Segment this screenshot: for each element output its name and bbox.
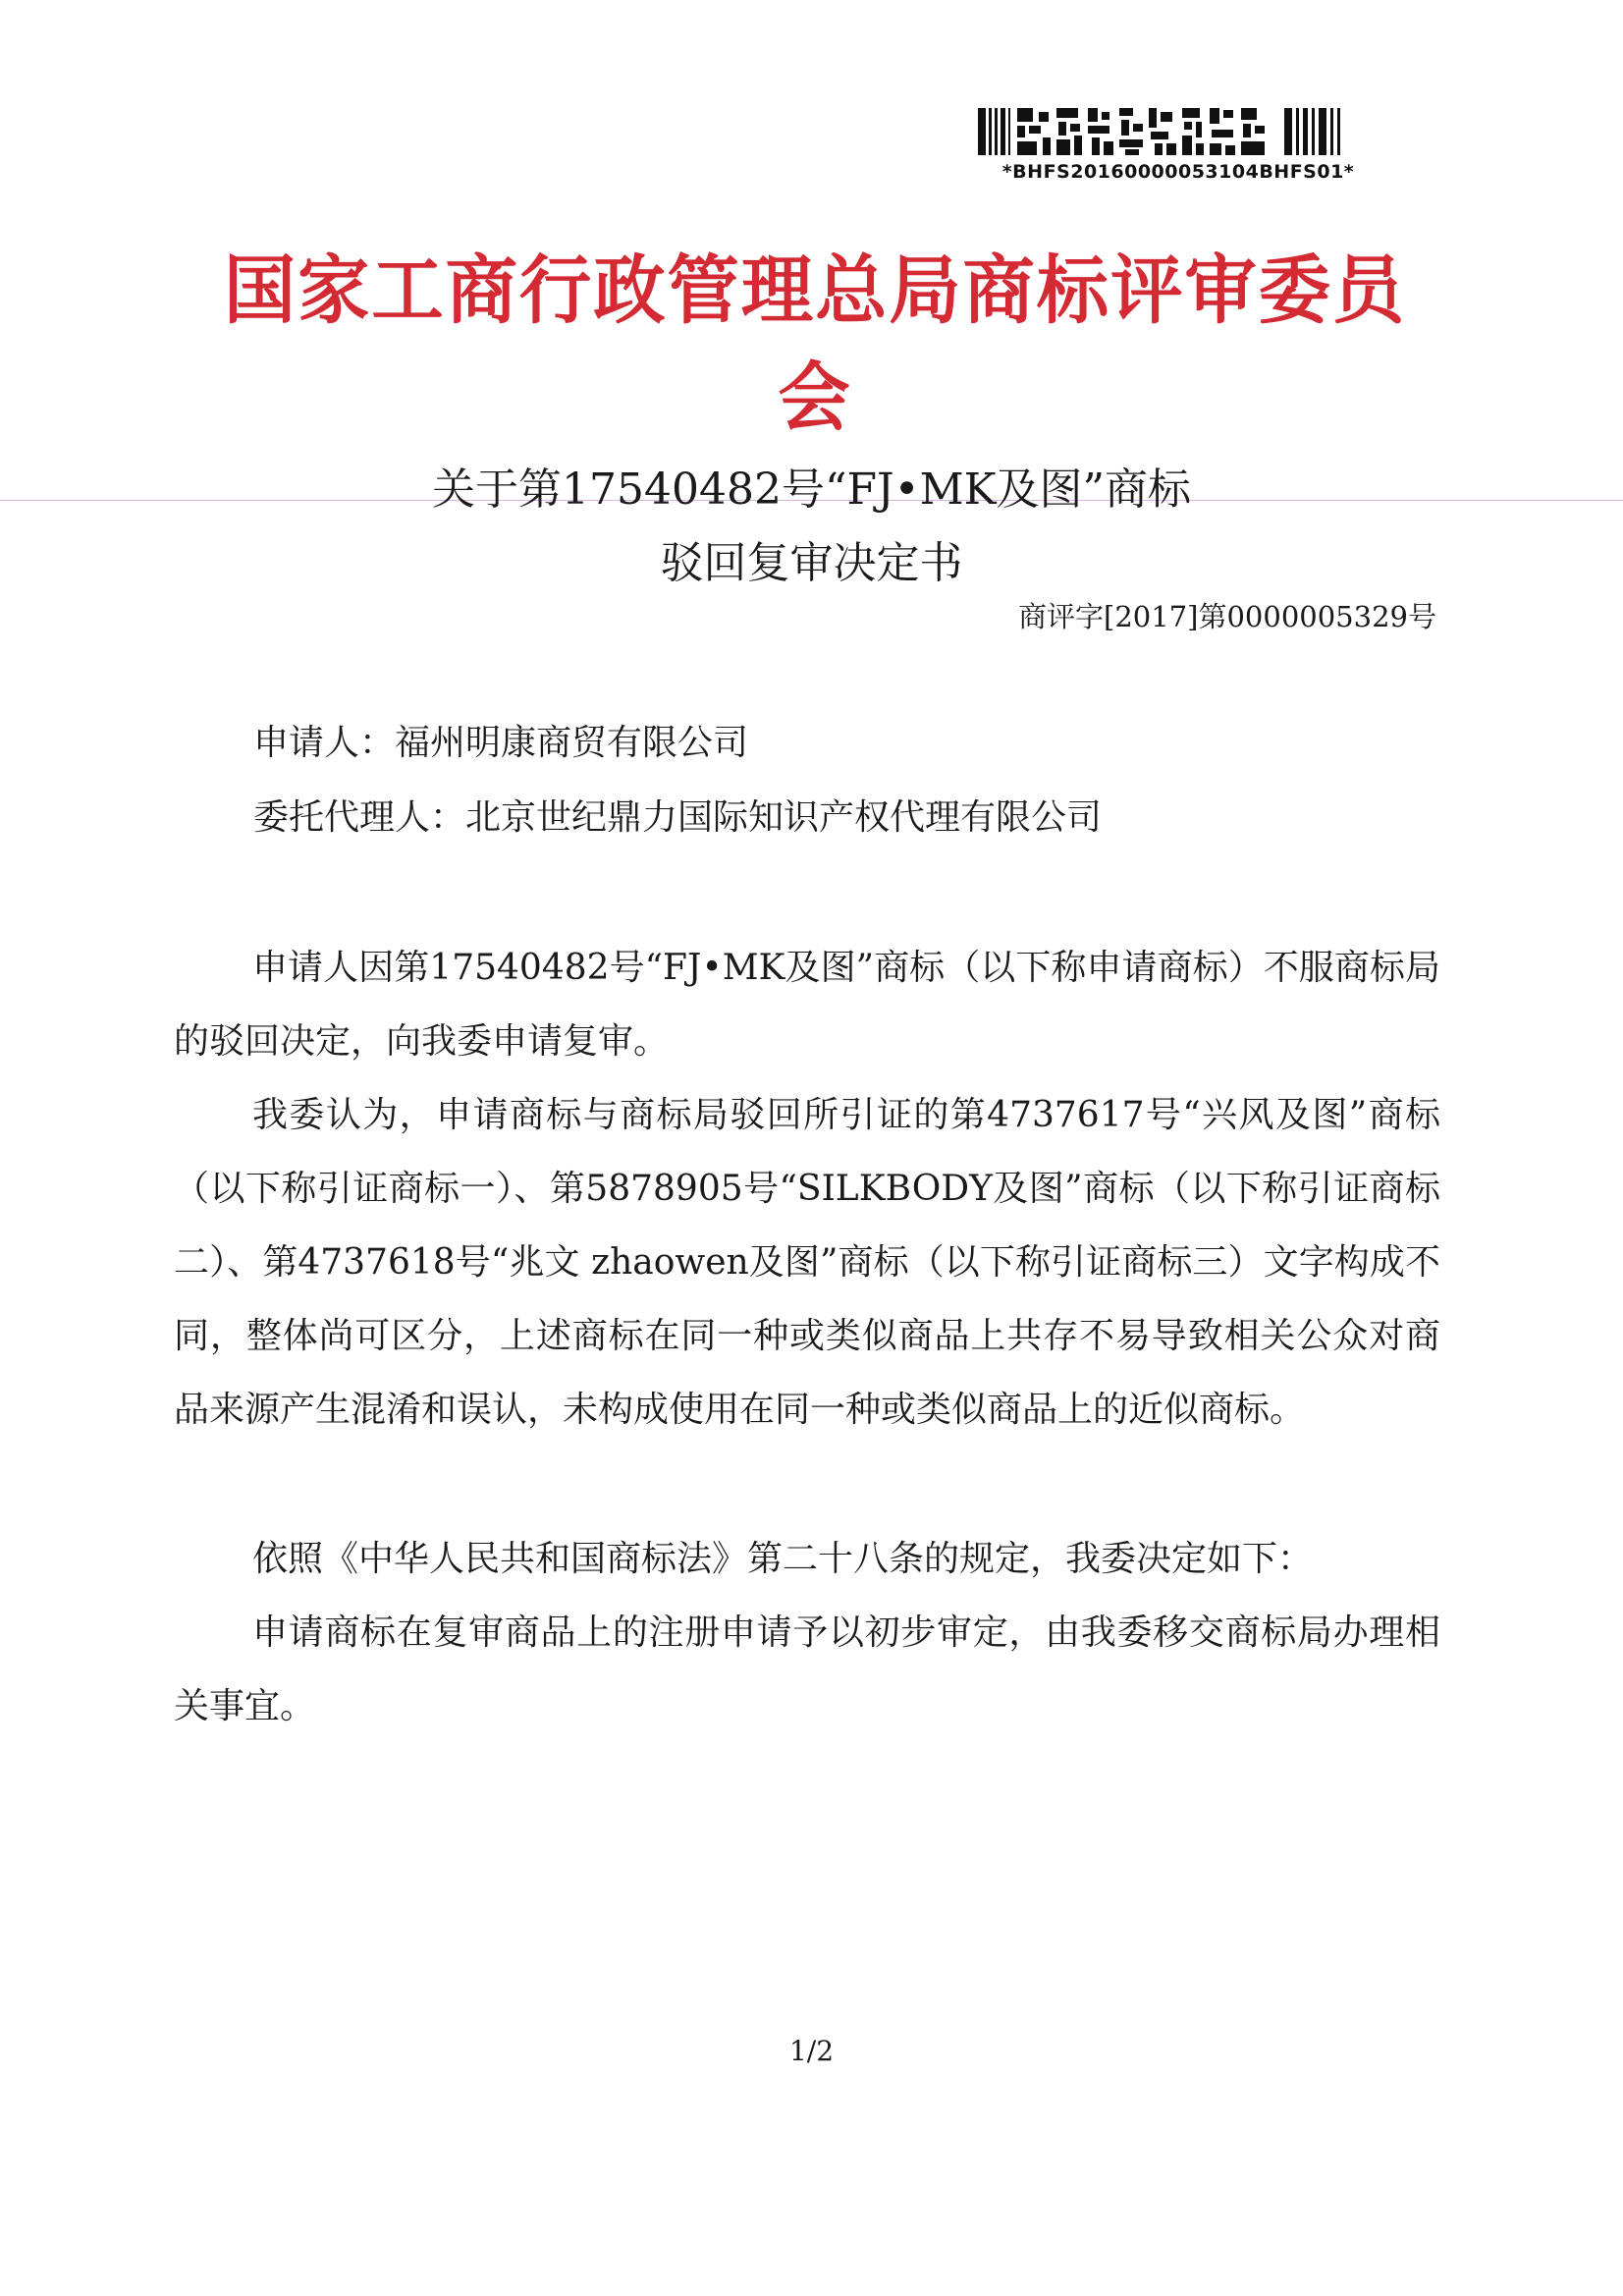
body-paragraph-4: 申请商标在复审商品上的注册申请予以初步审定，由我委移交商标局办理相关事宜。 <box>174 1613 1440 1726</box>
barcode <box>972 106 1384 185</box>
document-title-line-1: 关于第17540482号“FJ•MK及图”商标 <box>432 465 1191 515</box>
body-paragraph-3: 依照《中华人民共和国商标法》第二十八条的规定，我委决定如下： <box>252 1539 1314 1579</box>
document-title-line-2: 驳回复审决定书 <box>660 538 963 588</box>
agency-name: 国家工商行政管理总局商标评审委员会 <box>223 246 1407 441</box>
page-number: 1/2 <box>788 2035 835 2067</box>
applicant-line: 申请人：福州明康商贸有限公司 <box>253 723 749 763</box>
body-paragraph-1: 申请人因第17540482号“FJ•MK及图”商标（以下称申请商标）不服商标局的驳回决定，向我委申请复审。 <box>174 948 1440 1062</box>
document-number: 商评字[2017]第0000005329号 <box>1018 600 1436 633</box>
barcode-graphic <box>978 106 1371 157</box>
agent-line: 委托代理人：北京世纪鼎力国际知识产权代理有限公司 <box>253 797 1103 838</box>
barcode-number: *BHFS20160000053104BHFS01* <box>1001 161 1355 183</box>
body-paragraph-2: 我委认为，申请商标与商标局驳回所引证的第4737617号“兴风及图”商标（以下称引证商标一）、第5878905号“SILKBODY及图”商标（以下称引证商标二）、第4737618号“兆文 zhaowen及图”商标（以下称引证商标三）文字构成不同，整体尚可区分，上述商标在同一种或类似商品上共存不易导致相关公众对商品来源产生混淆和误认，未构成使用在同一种或类似商品上的近似商标。 <box>174 1095 1440 1430</box>
